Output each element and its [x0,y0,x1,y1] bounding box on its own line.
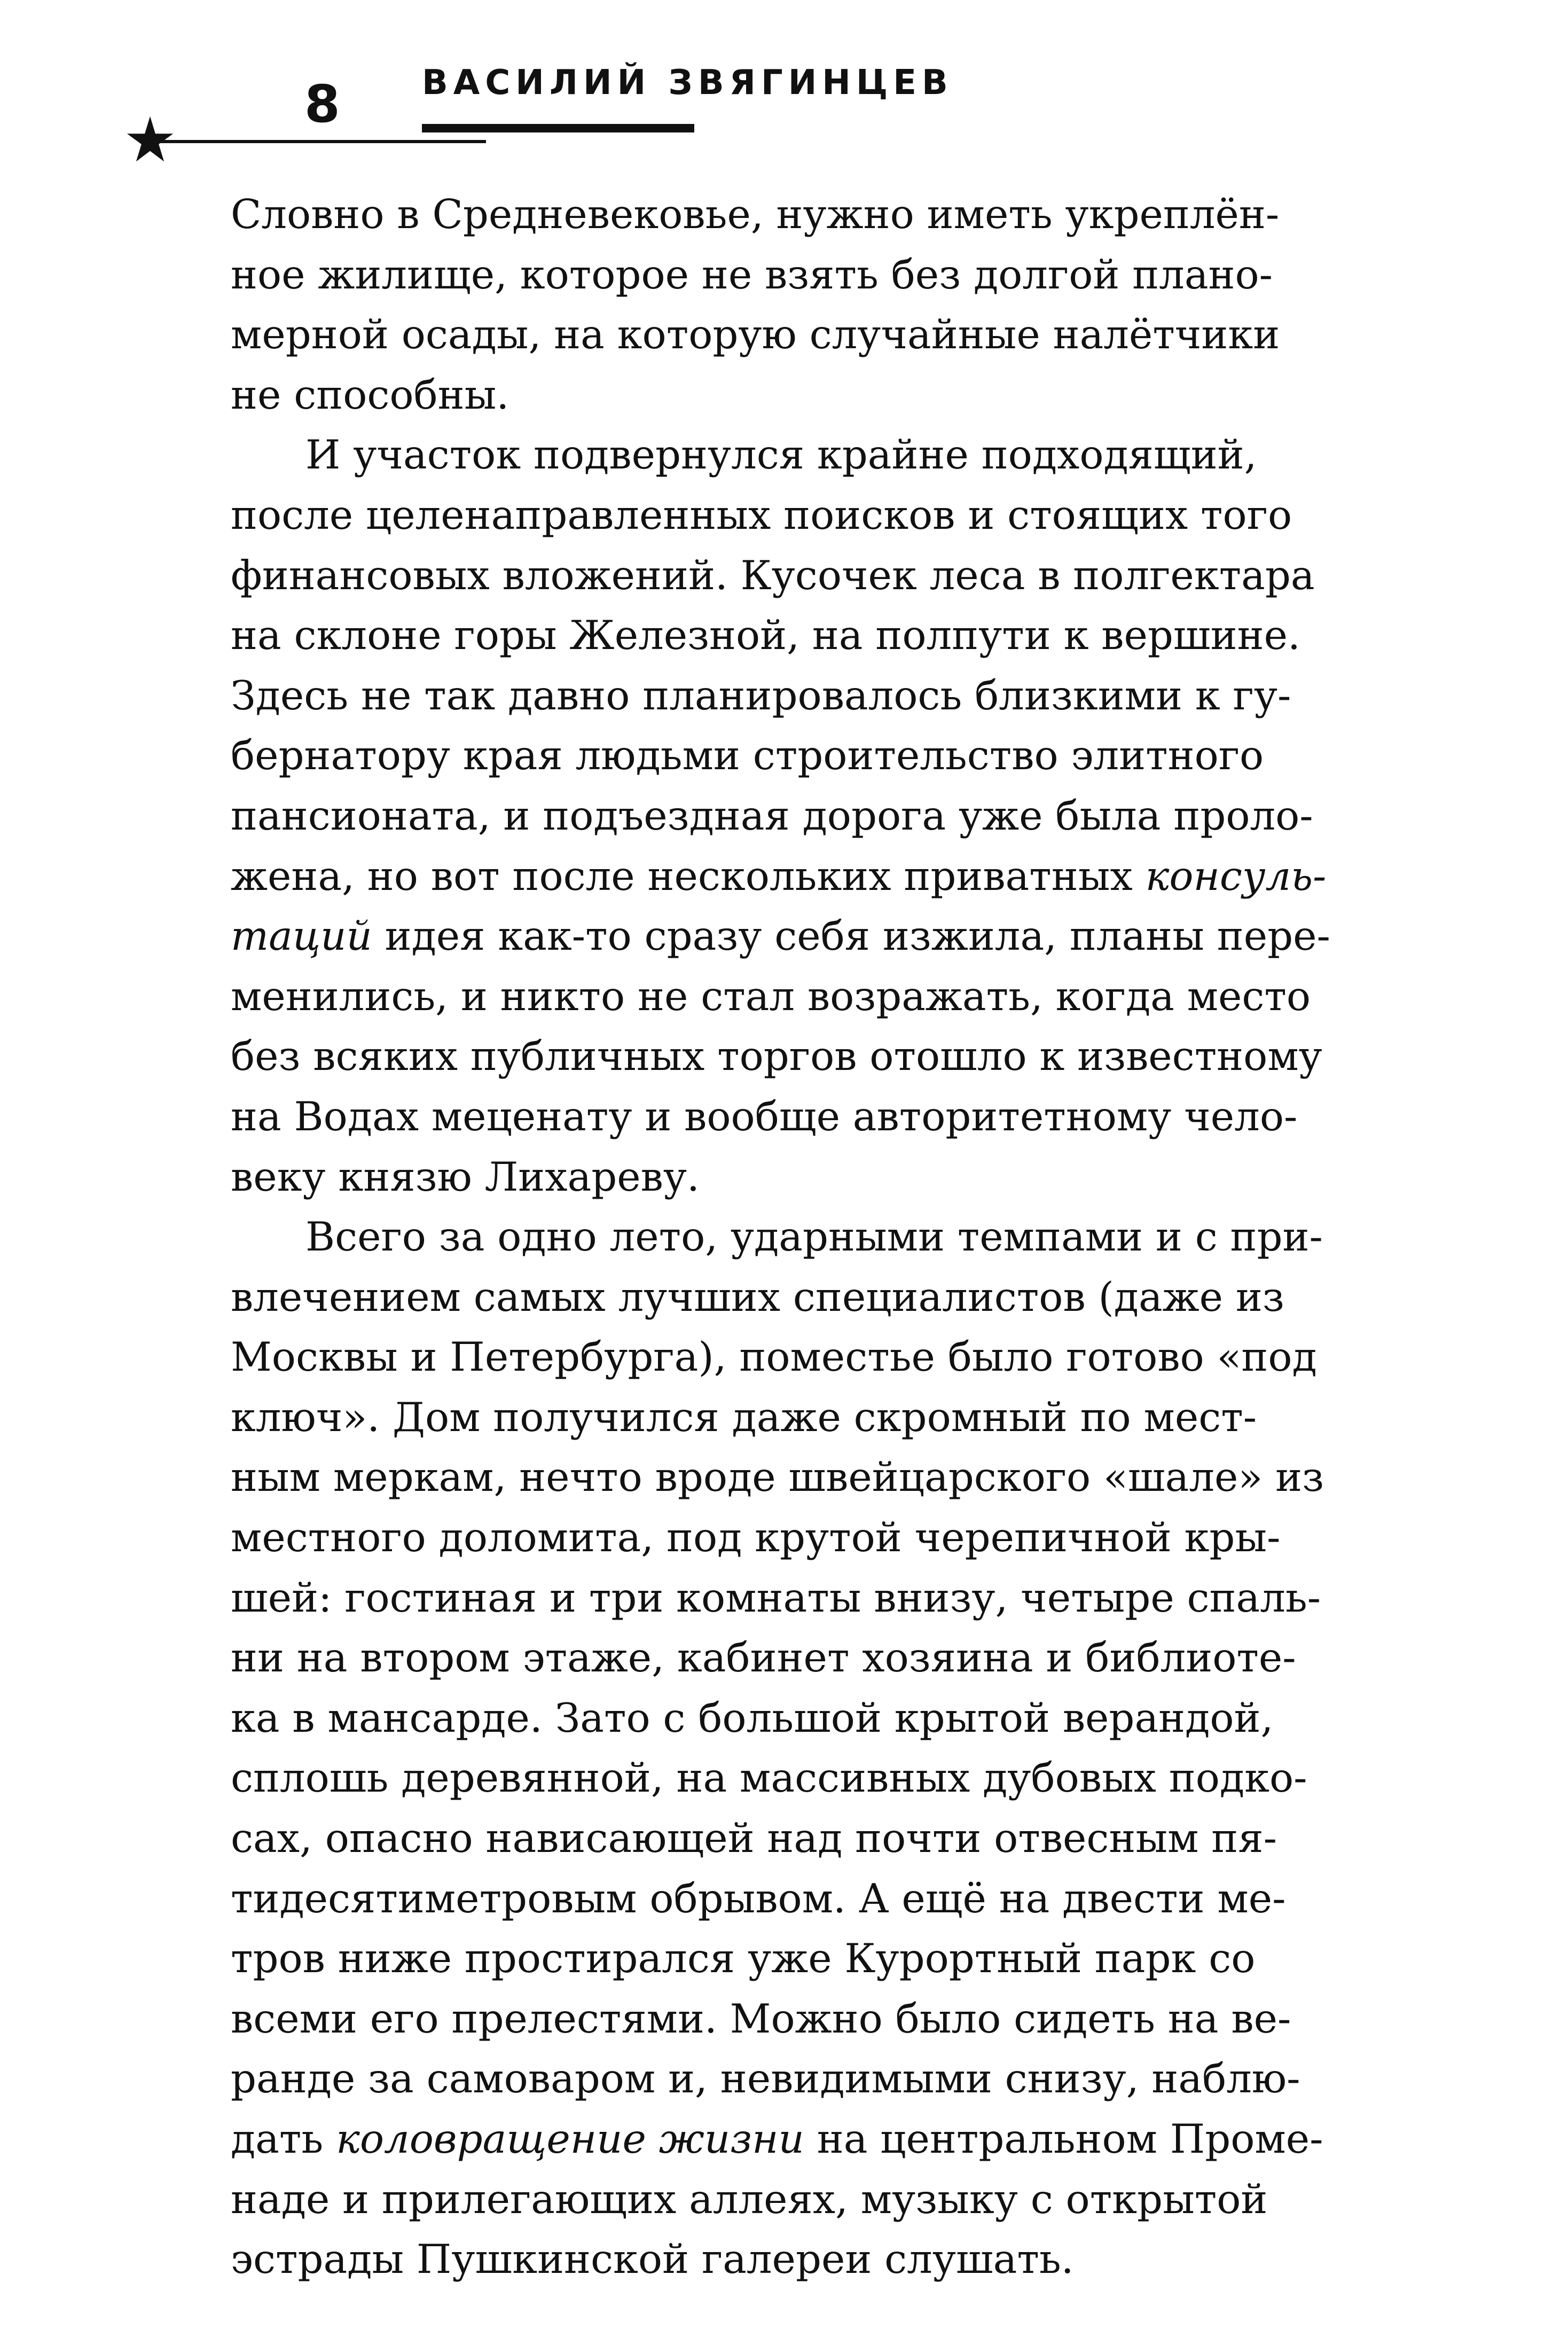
text-line: местного доломита, под крутой черепичной кры- [231,1514,1281,1561]
text-line: влечением самых лучших специалистов (даже из [231,1273,1284,1320]
text-line: мерной осады, на которую случайные налётчики [231,311,1280,358]
text-line [231,2109,1443,2169]
page-number: 8 [304,74,340,134]
text-line: без всяких публичных торгов отошло к известному [231,1033,1322,1080]
text-line: Всего за одно лето, ударными темпами и с при- [305,1213,1323,1261]
paragraph-3 [231,1207,1443,2289]
body-text [231,184,1443,2289]
text-line: И участок подвернулся крайне подходящий, [305,431,1257,479]
text-line: наде и прилегающих аллеях, музыку с открытой [231,2175,1268,2223]
text-line: ни на втором этаже, кабинет хозяина и библиоте- [231,1634,1296,1682]
text-line: тров ниже простирался уже Курортный парк со [231,1935,1256,1982]
text-line [231,906,1443,966]
text-line: тидесятиметровым обрывом. А ещё на двести ме- [231,1874,1286,1922]
text-line [231,846,1443,906]
text-line: всеми его прелестями. Можно было сидеть на ве- [231,1995,1291,2042]
text-line: ранде за самоваром и, невидимыми снизу, наблю- [231,2055,1300,2103]
italic-segment: таций [231,912,372,960]
text-line: после целенаправленных поисков и стоящих того [231,491,1292,538]
paragraph-2 [231,425,1443,1207]
text-line: менились, и никто не стал возражать, когда место [231,972,1311,1020]
header-rule-right [422,124,694,132]
text-line: пансионата, и подъездная дорога уже была проло- [231,792,1313,839]
text-segment: на центральном Проме- [817,2115,1323,2162]
text-line: ное жилище, которое не взять без долгой плано- [231,251,1273,298]
italic-segment: консуль- [1145,852,1327,900]
running-header [0,0,1568,171]
text-line: шей: гостиная и три комнаты внизу, четыре спаль- [231,1574,1321,1621]
paragraph-1 [231,184,1443,425]
text-line: ным меркам, нечто вроде швейцарского «шале» из [231,1453,1324,1501]
text-line: на Водах меценату и вообще авторитетному чело- [231,1092,1298,1140]
text-segment: жена, но вот после нескольких приватных [231,852,1133,900]
text-line: сах, опасно нависающей над почти отвесным пя- [231,1815,1277,1862]
text-line: финансовых вложений. Кусочек леса в полгектара [231,551,1315,599]
text-line: ка в мансарде. Зато с большой крытой верандой, [231,1694,1274,1741]
text-line: эстрады Пушкинской галереи слушать. [231,2236,1074,2283]
text-line: веку князю Лихареву. [231,1153,700,1200]
text-segment: идея как-то сразу себя изжила, планы пере- [385,912,1330,960]
text-line: ключ». Дом получился даже скромный по мест- [231,1393,1257,1441]
text-line: на склоне горы Железной, на полпути к вершине. [231,612,1300,659]
text-line: Здесь не так давно планировалось близкими к гу- [231,671,1291,719]
italic-segment: коловращение жизни [336,2115,804,2162]
text-segment: дать [231,2115,324,2162]
text-line: не способны. [231,371,509,418]
text-line: сплошь деревянной, на массивных дубовых подко- [231,1754,1307,1802]
star-icon [126,115,174,163]
text-line: Словно в Средневековье, нужно иметь укреплён- [231,191,1280,238]
header-rule-left [155,140,486,143]
text-line: бернатору края людьми строительство элитного [231,732,1264,779]
text-line: Москвы и Петербурга), поместье было готово «под [231,1333,1317,1381]
author-name: ВАСИЛИЙ ЗВЯГИНЦЕВ [422,63,953,103]
